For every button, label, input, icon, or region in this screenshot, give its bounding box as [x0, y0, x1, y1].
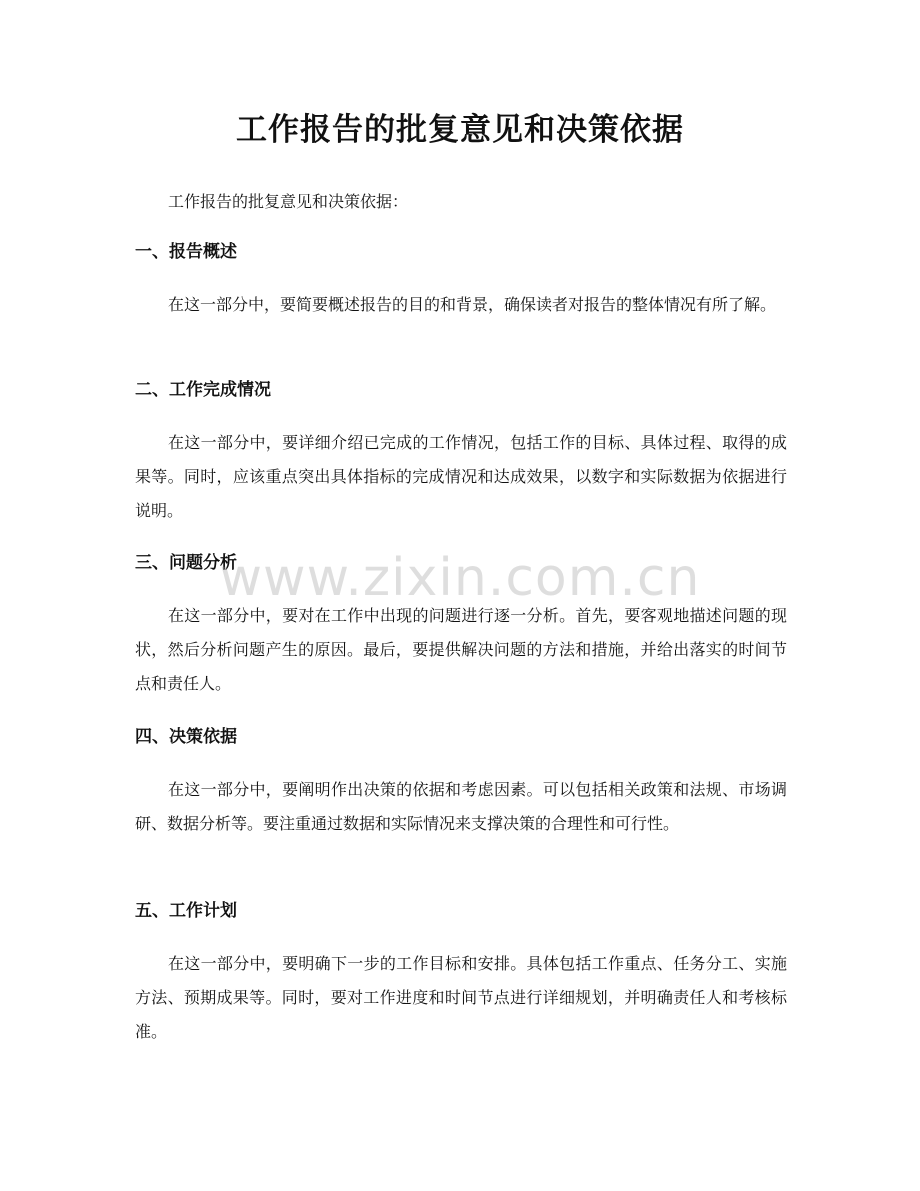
section-heading-work-plan: 五、工作计划 [135, 901, 237, 921]
section-heading-overview: 一、报告概述 [135, 242, 237, 262]
intro-paragraph: 工作报告的批复意见和决策依据： [168, 192, 409, 211]
section-heading-problem-analysis: 三、问题分析 [135, 553, 237, 573]
section-body-completion: 在这一部分中，要详细介绍已完成的工作情况，包括工作的目标、具体过程、取得的成果等。同时，应该重点突出具体指标的完成情况和达成效果，以数字和实际数据为依据进行说明。 [135, 433, 787, 520]
document-title: 工作报告的批复意见和决策依据 [236, 112, 684, 148]
section-body-decision-basis: 在这一部分中，要阐明作出决策的依据和考虑因素。可以包括相关政策和法规、市场调研、数据分析等。要注重通过数据和实际情况来支撑决策的合理性和可行性。 [135, 780, 787, 833]
section-heading-completion: 二、工作完成情况 [135, 380, 271, 400]
section-body-problem-analysis: 在这一部分中，要对在工作中出现的问题进行逐一分析。首先，要客观地描述问题的现状，然后分析问题产生的原因。最后，要提供解决问题的方法和措施，并给出落实的时间节点和责任人。 [135, 606, 787, 693]
section-heading-decision-basis: 四、决策依据 [135, 727, 237, 747]
section-body-overview: 在这一部分中，要简要概述报告的目的和背景，确保读者对报告的整体情况有所了解。 [168, 295, 777, 314]
section-body-work-plan: 在这一部分中，要明确下一步的工作目标和安排。具体包括工作重点、任务分工、实施方法、预期成果等。同时，要对工作进度和时间节点进行详细规划，并明确责任人和考核标准。 [135, 954, 787, 1041]
watermark-text: www.zixin.com.cn [219, 548, 701, 608]
